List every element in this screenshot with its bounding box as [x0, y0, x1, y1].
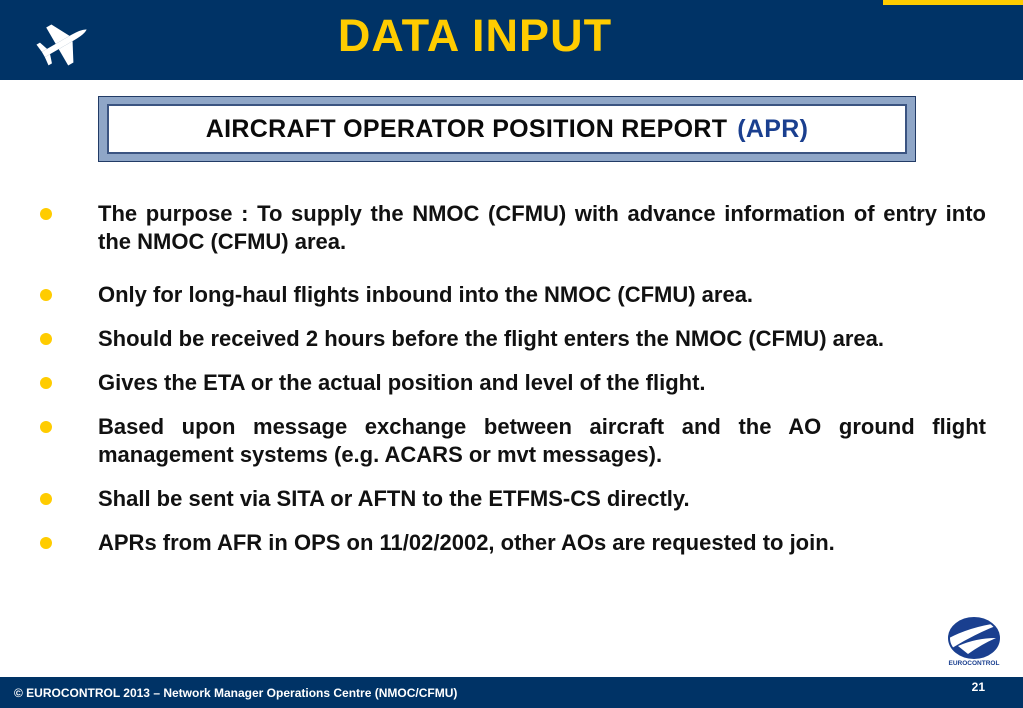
bullet-dot-icon [40, 289, 52, 301]
bullet-text: Only for long-haul flights inbound into the NMOC (CFMU) area. [98, 282, 754, 307]
bullet-dot-icon [40, 333, 52, 345]
bullet-dot-icon [40, 421, 52, 433]
footer-bar [0, 677, 1023, 708]
footer-copyright: © EUROCONTROL 2013 – Network Manager Operations Centre (NMOC/CFMU) [14, 686, 458, 700]
subtitle-text [206, 115, 808, 144]
bullet-dot-icon [40, 377, 52, 389]
list-item [38, 369, 986, 397]
bullet-text: Shall be sent via SITA or AFTN to the ETFMS-CS directly. [98, 486, 690, 511]
bullet-text: Should be received 2 hours before the flight enters the NMOC (CFMU) area. [98, 326, 885, 351]
bullet-dot-icon [40, 208, 52, 220]
bullet-dot-icon [40, 493, 52, 505]
bullet-text: Gives the ETA or the actual position and level of the flight. [98, 370, 706, 395]
list-item [38, 485, 986, 513]
list-item [38, 200, 986, 256]
bullet-text: The purpose : To supply the NMOC (CFMU) with advance information of entry into the NMOC (CFMU) area. [98, 201, 986, 254]
page-title: DATA INPUT [337, 10, 613, 61]
header-accent-strip [883, 0, 1023, 5]
subtitle-panel [107, 104, 907, 154]
header-bar [0, 0, 1023, 80]
logo-text: EUROCONTROL [948, 660, 1000, 667]
list-item [38, 529, 986, 557]
subtitle-main: AIRCRAFT OPERATOR POSITION REPORT [205, 114, 728, 143]
bullet-list [38, 200, 986, 573]
subtitle-frame [98, 96, 916, 162]
list-item [38, 325, 986, 353]
bullet-text: Based upon message exchange between aircraft and the AO ground flight management systems (e.g. ACARS or mvt messages). [98, 414, 986, 467]
subtitle-abbreviation: (APR) [737, 114, 809, 143]
list-item [38, 413, 986, 469]
list-item [38, 281, 986, 309]
bullet-dot-icon [40, 537, 52, 549]
bullet-text: APRs from AFR in OPS on 11/02/2002, other AOs are requested to join. [98, 530, 835, 555]
page-number: 21 [971, 680, 985, 694]
